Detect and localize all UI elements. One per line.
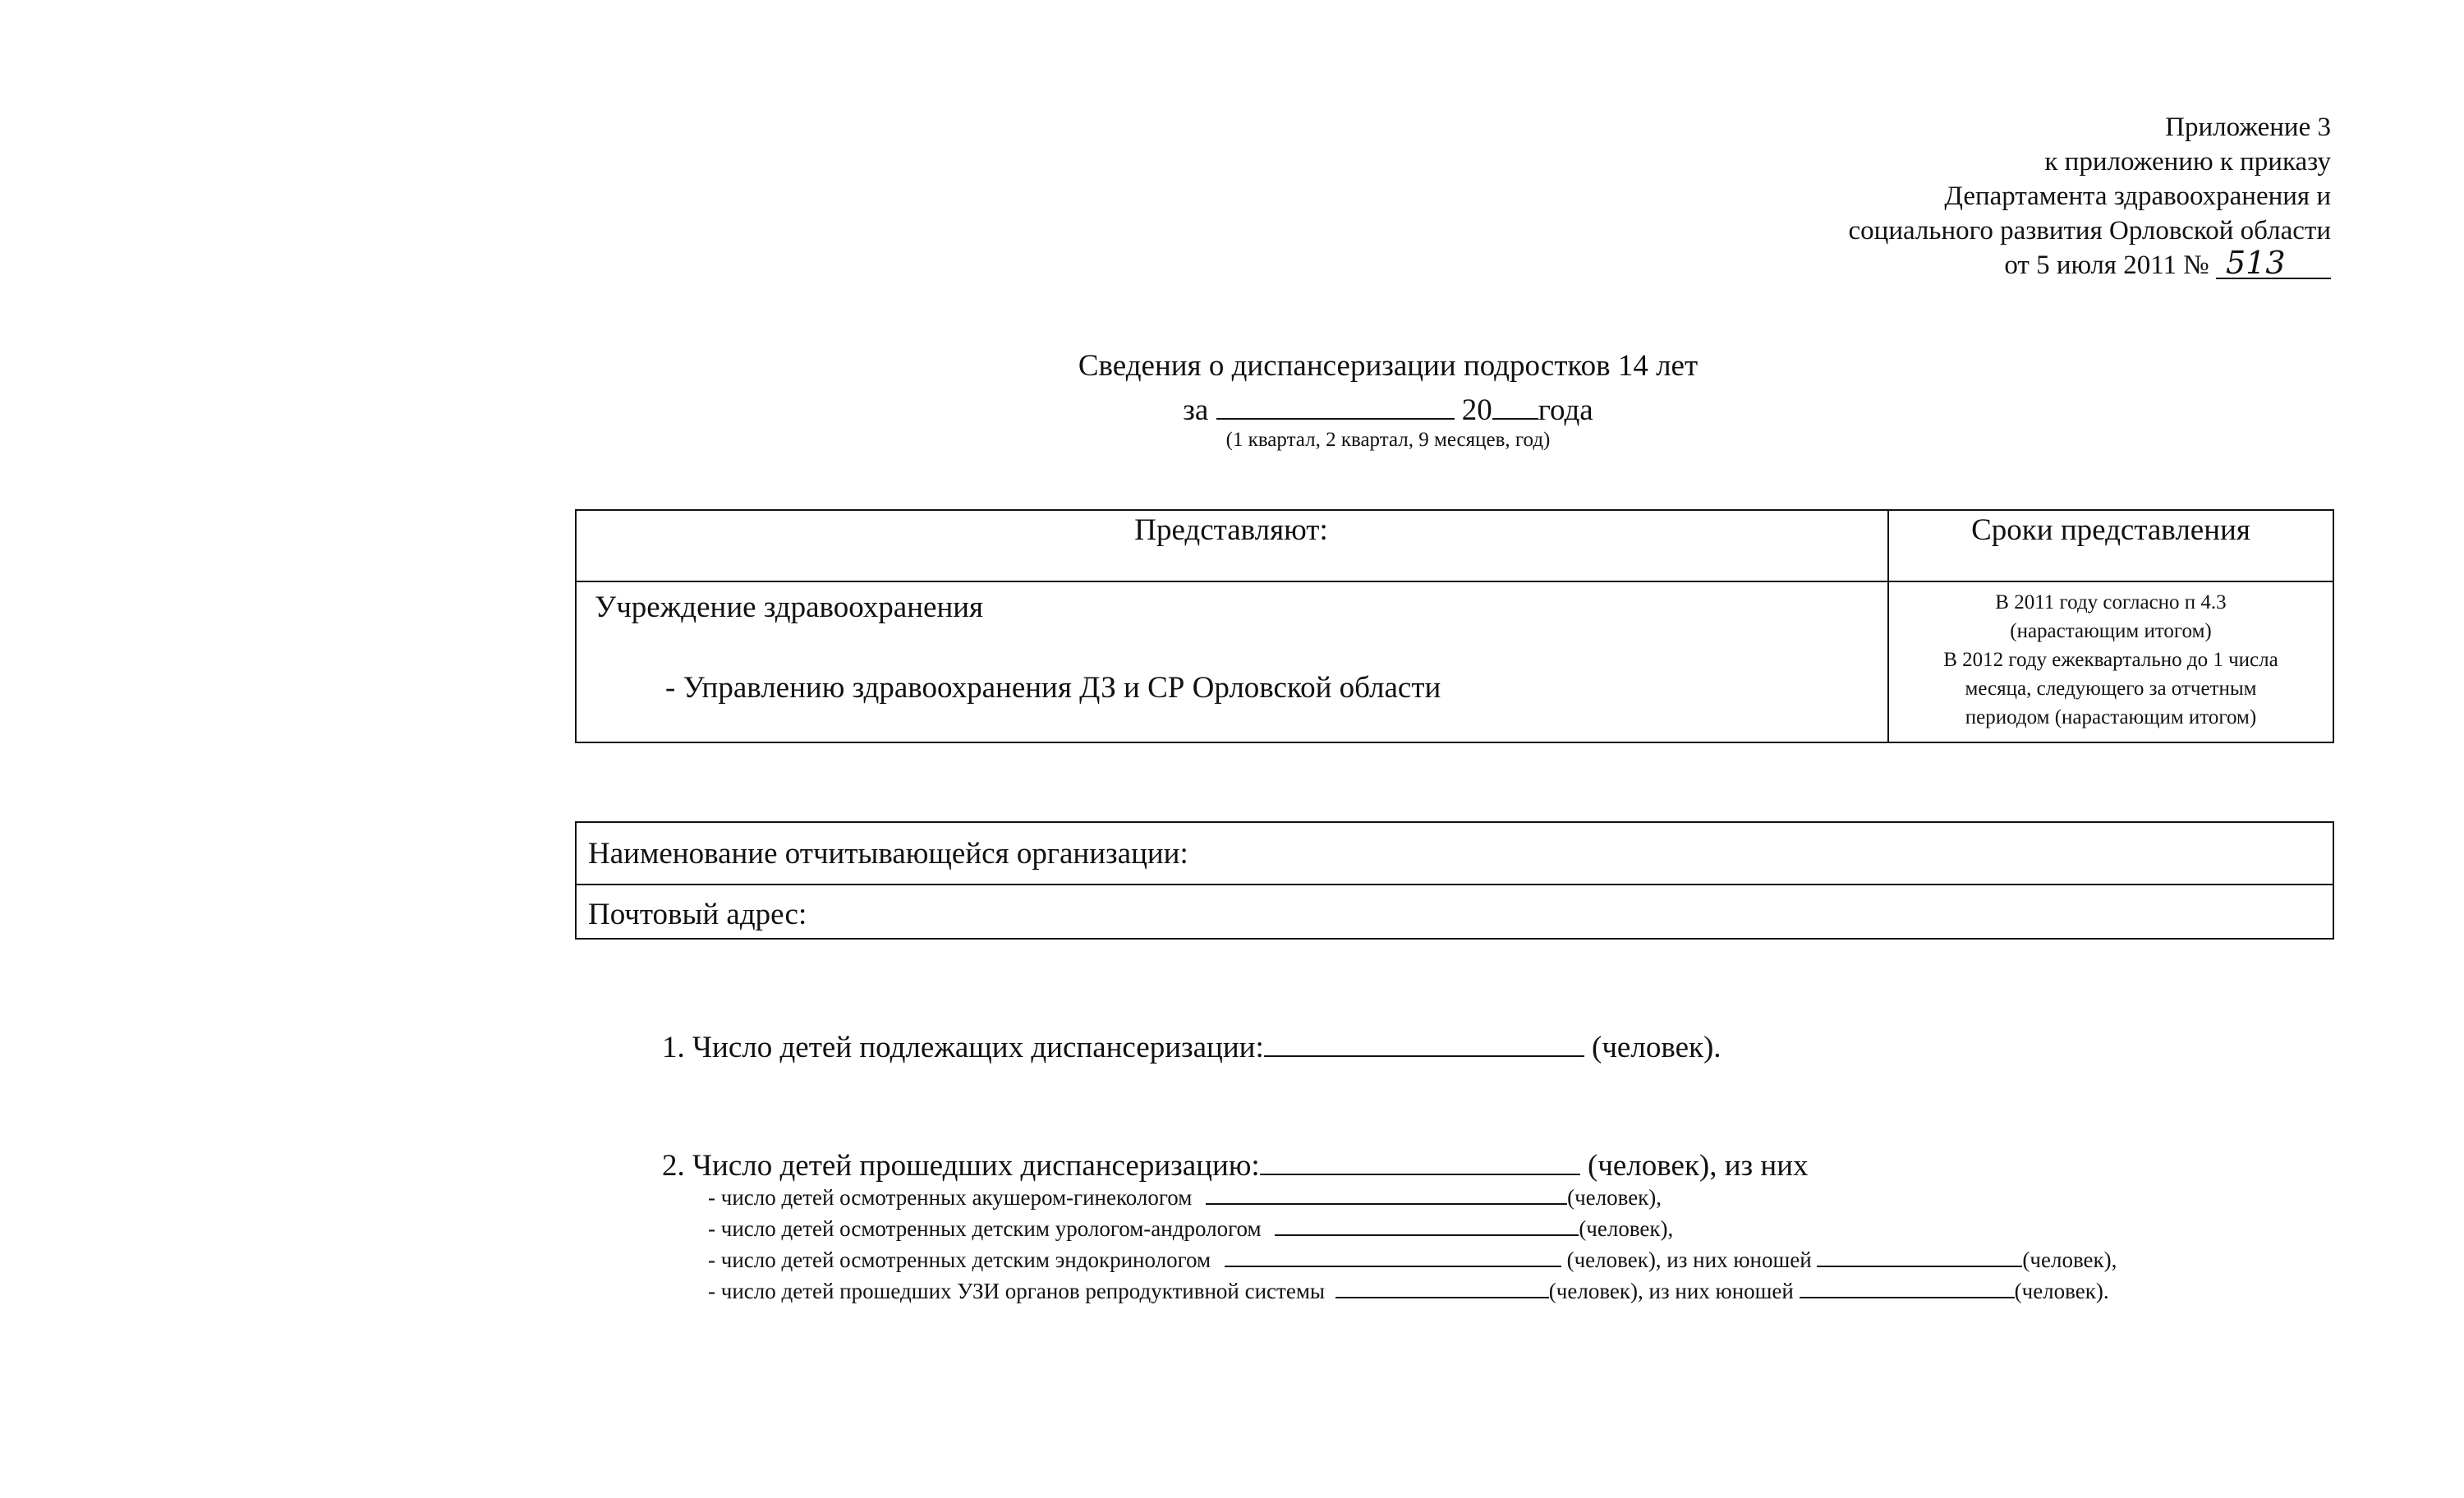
org-table-divider (575, 884, 2334, 885)
deadline-line: (нарастающим итогом) (2010, 620, 2212, 642)
order-number-handwritten: 513 (2216, 248, 2331, 279)
item-1-unit: (человек). (1592, 1031, 1722, 1064)
item-1-label: 1. Число детей подлежащих диспансеризации: (662, 1031, 1264, 1064)
sub-item-gynecologist (708, 1181, 1662, 1211)
endocrinologist-boys-blank[interactable] (1817, 1243, 2022, 1267)
period-hint: (1 квартал, 2 квартал, 9 месяцев, год) (1225, 429, 1551, 451)
year-blank[interactable] (1492, 388, 1538, 420)
item-1-blank[interactable] (1264, 1025, 1584, 1057)
header-submitters: Представляют: (1134, 513, 1328, 547)
item-1 (662, 1025, 1722, 1065)
sub-item-endocrinologist (708, 1243, 2117, 1273)
table-row-divider (575, 581, 2334, 582)
item-2-unit: (человек), из них (1587, 1149, 1809, 1183)
deadline-line: месяца, следующего за отчетным (1965, 678, 2257, 700)
sub-item-label: - число детей прошедших УЗИ органов репродуктивной системы (708, 1279, 1326, 1303)
sub-item-urologist (708, 1212, 1673, 1242)
item-2-blank[interactable] (1260, 1143, 1580, 1175)
header-deadlines: Сроки представления (1971, 513, 2250, 547)
gynecologist-blank[interactable] (1206, 1181, 1567, 1205)
postal-address-label: Почтовый адрес: (588, 898, 807, 931)
sub-item-label: - число детей осмотренных детским урологом-андрологом (708, 1216, 1262, 1241)
order-date: от 5 июля 2011 № (2004, 250, 2209, 280)
item-2 (662, 1143, 1809, 1183)
endocrinologist-blank[interactable] (1225, 1243, 1561, 1267)
period-year-prefix: 20 (1461, 393, 1492, 427)
institution-label: Учреждение здравоохранения (595, 590, 984, 624)
appendix-reference: к приложению к приказу (2044, 147, 2331, 177)
ultrasound-blank[interactable] (1335, 1275, 1549, 1298)
deadline-text (1889, 588, 2333, 732)
sub-item-unit: (человек), из них юношей (1566, 1248, 1812, 1272)
sub-item-unit: (человек), (1579, 1216, 1674, 1241)
period-blank[interactable] (1216, 388, 1455, 420)
sub-item-unit-2: (человек), (2022, 1248, 2117, 1272)
recipient-label: - Управлению здравоохранения ДЗ и СР Орловской области (665, 671, 1441, 705)
deadline-line: В 2011 году согласно п 4.3 (1995, 591, 2227, 613)
department-line-1: Департамента здравоохранения и (1944, 182, 2331, 211)
deadline-line: В 2012 году ежеквартально до 1 числа (1943, 649, 2278, 671)
sub-item-ultrasound (708, 1275, 2109, 1304)
appendix-number: Приложение 3 (2165, 113, 2331, 142)
sub-item-unit: (человек), из них юношей (1548, 1279, 1794, 1303)
reporting-period-line (0, 388, 2464, 428)
department-line-2: социального развития Орловской области (1848, 216, 2331, 246)
sub-item-label: - число детей осмотренных детским эндокринологом (708, 1248, 1211, 1272)
deadline-line: периодом (нарастающим итогом) (1965, 706, 2257, 728)
sub-item-unit-2: (человек). (2014, 1279, 2109, 1303)
period-suffix: года (1538, 393, 1593, 427)
sub-item-label: - число детей осмотренных акушером-гинекологом (708, 1185, 1193, 1210)
item-2-label: 2. Число детей прошедших диспансеризацию: (662, 1149, 1260, 1183)
sub-item-unit: (человек), (1567, 1185, 1662, 1210)
ultrasound-boys-blank[interactable] (1800, 1275, 2015, 1298)
document-title: Сведения о диспансеризации подростков 14 лет (1078, 349, 1699, 383)
organization-name-label: Наименование отчитывающейся организации: (588, 837, 1188, 871)
urologist-blank[interactable] (1275, 1212, 1579, 1236)
order-date-line (2004, 245, 2331, 283)
period-prefix: за (1183, 393, 1209, 427)
